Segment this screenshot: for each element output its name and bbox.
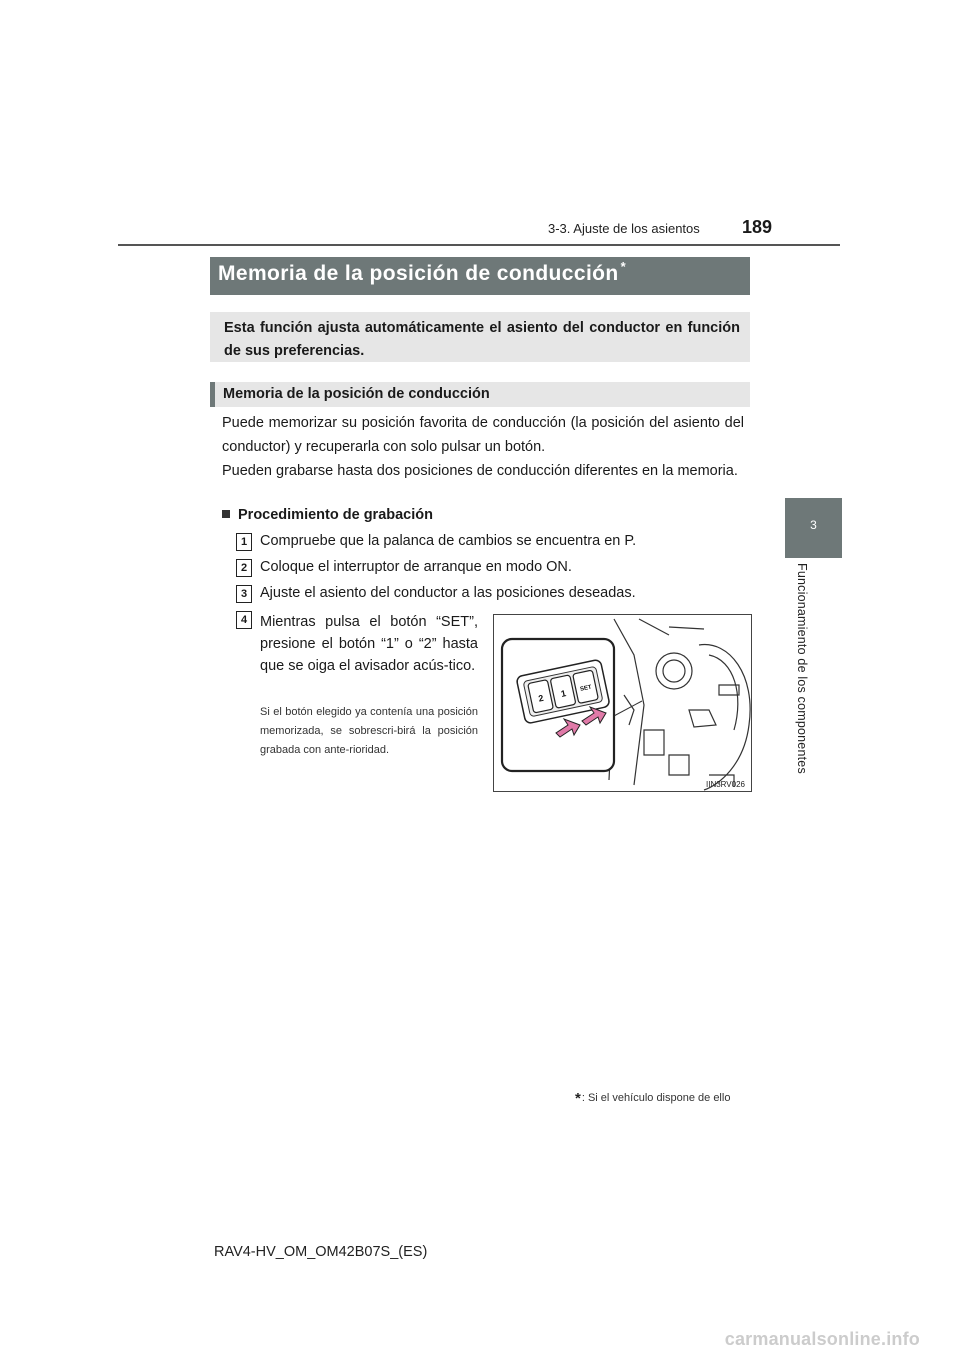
subheading-accent [210,382,215,407]
step-number: 2 [236,559,252,577]
step-text: Coloque el interruptor de arranque en modo ON. [260,559,572,575]
step-text: Compruebe que la palanca de cambios se encuentra en P. [260,533,637,549]
step-text: Ajuste el asiento del conductor a las posiciones deseadas. [260,585,636,601]
chapter-title: Funcionamiento de los componentes [795,563,809,774]
procedure-heading [222,507,433,523]
footnote [575,1088,730,1105]
step-number: 4 [236,611,252,629]
page-title-text: Memoria de la posición de conducción [218,262,619,285]
figure-code: IIN3RV026 [706,780,745,789]
step-note: Si el botón elegido ya contenía una posición memorizada, se sobrescri-birá la posición grabada con ante-rioridad. [260,706,478,756]
step-number: 3 [236,585,252,603]
memory-button-1: 1 [559,688,567,699]
watermark: carmanualsonline.info [724,1329,920,1349]
step-text: Mientras pulsa el botón “SET”, presione el botón “1” o “2” hasta que se oiga el avisador acús-tico. [260,614,478,674]
intro-text: Esta función ajusta automáticamente el asiento del conductor en función de sus preferencias. [224,320,740,359]
chapter-title-vertical [795,563,809,783]
procedure-heading-text: Procedimiento de grabación [238,507,433,523]
footer-document-code: RAV4-HV_OM_OM42B07S_(ES) [214,1244,428,1260]
paragraph: Puede memorizar su posición favorita de conducción (la posición del asiento del conductor) y recuperarla con solo pulsar un botón. [222,415,744,455]
asterisk-mark: * [620,259,627,274]
page-number: 189 [742,217,773,237]
asterisk-icon: * [575,1090,581,1107]
square-bullet-icon [222,510,230,518]
memory-button-2: 2 [537,692,545,704]
step-number: 1 [236,533,252,551]
page-title [218,259,627,286]
memory-switch-figure [493,614,752,792]
chapter-number: 3 [810,518,817,532]
dashboard-illustration [494,615,751,791]
subheading: Memoria de la posición de conducción [223,386,490,402]
header-section-title: 3-3. Ajuste de los asientos [548,221,700,236]
header-rule [118,244,840,246]
paragraph: Pueden grabarse hasta dos posiciones de conducción diferentes en la memoria. [222,463,738,479]
footnote-text: : Si el vehículo dispone de ello [581,1092,731,1104]
set-button-label: SET [579,684,593,693]
